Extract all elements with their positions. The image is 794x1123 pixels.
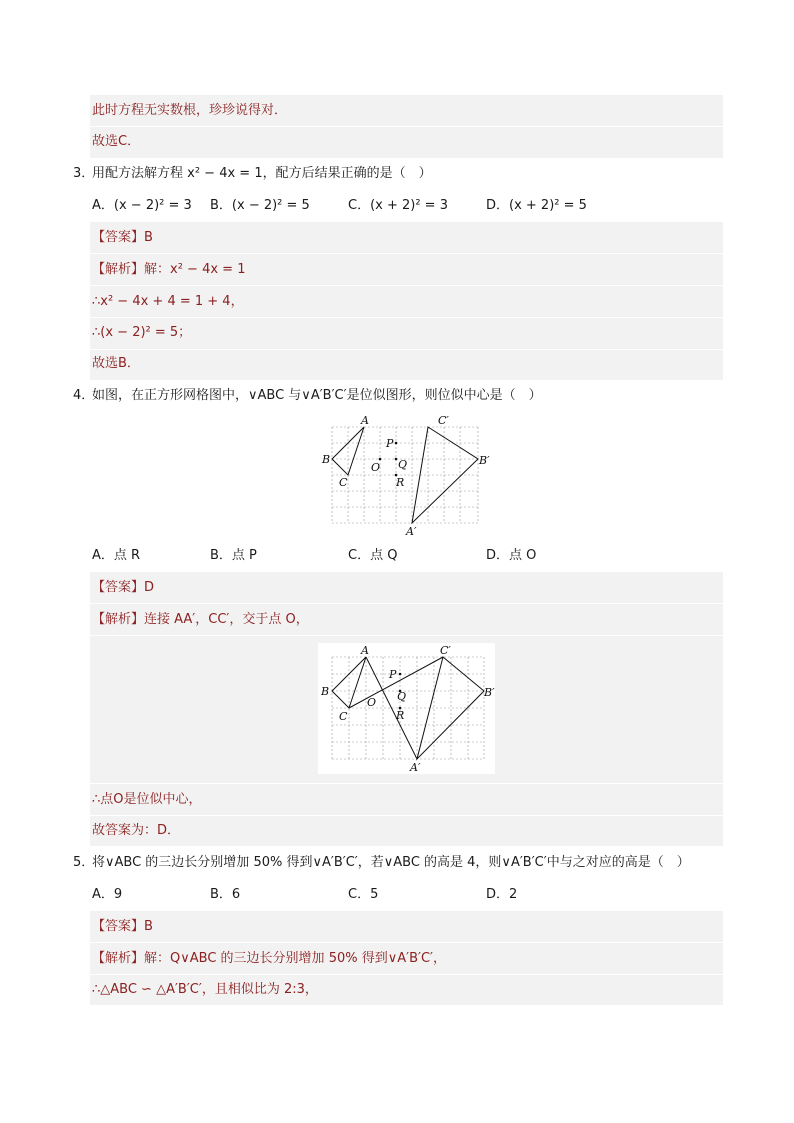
label-a-prime: A′ (406, 525, 417, 538)
point-p (399, 673, 402, 676)
label-a-prime: A′ (410, 761, 421, 774)
option-b: B．点 P (210, 548, 257, 563)
answer-value: D (144, 580, 155, 595)
question-stem: 将∨ABC 的三边长分别增加 50% 得到∨A′B′C′，若∨ABC 的高是 4，则∨A′B′C′中与之对应的高是（ ） (92, 855, 690, 870)
row-separator (90, 126, 723, 127)
label-c: C (339, 476, 348, 489)
similar-triangles-figure (318, 413, 488, 538)
option-c: C．(x + 2)² = 3 (348, 198, 448, 213)
answer-label: 【答案】 (92, 230, 145, 245)
option-c: C．点 Q (348, 548, 398, 563)
solution-conclusion: 故答案为：D． (92, 823, 181, 838)
label-p: P (389, 668, 397, 681)
option-a: A．9 (92, 887, 123, 902)
grid (332, 427, 478, 523)
answer-value: B (144, 230, 153, 245)
option-c: C．5 (348, 887, 379, 902)
answer-label: 【答案】 (92, 580, 145, 595)
question-stem: 如图，在正方形网格图中，∨ABC 与∨A′B′C′是位似图形，则位似中心是（ ） (92, 388, 542, 403)
answer-line (92, 912, 153, 942)
analysis-text: 连接 AA′，CC′，交于点 O， (144, 612, 309, 627)
question-number: 4． (73, 388, 95, 403)
analysis-label: 【解析】 (92, 951, 145, 966)
label-o: O (371, 461, 381, 474)
row-separator (90, 349, 723, 350)
figure-background (318, 643, 495, 774)
analysis-step: ∴(x − 2)² = 5； (92, 325, 192, 340)
label-b-prime: B′ (479, 454, 490, 467)
row-separator (90, 783, 723, 784)
label-q: Q (398, 458, 408, 471)
question-number: 3． (73, 166, 95, 181)
question-stem: 用配方法解方程 x² − 4x = 1，配方后结果正确的是（ ） (92, 166, 432, 181)
analysis-label: 【解析】 (92, 612, 145, 627)
row-separator (90, 285, 723, 286)
point-q (395, 458, 398, 461)
label-p: P (386, 437, 394, 450)
label-b: B (322, 453, 331, 466)
row-separator (90, 603, 723, 604)
option-a: A．点 R (92, 548, 141, 563)
row-separator (90, 635, 723, 636)
label-a: A (361, 644, 369, 657)
solution-conclusion: 故选B． (92, 356, 140, 371)
row-separator (90, 253, 723, 254)
analysis-line (92, 255, 245, 285)
question-number: 5． (73, 855, 95, 870)
label-q: Q (397, 690, 407, 703)
answer-value: B (144, 919, 153, 934)
answer-label: 【答案】 (92, 919, 145, 934)
point-o (379, 458, 382, 461)
option-d: D．(x + 2)² = 5 (486, 198, 587, 213)
label-b: B (321, 685, 330, 698)
solution-text: 此时方程无实数根，珍珍说得对． (92, 103, 288, 118)
solution-figure (318, 643, 495, 774)
option-d: D．点 O (486, 548, 537, 563)
option-a: A．(x − 2)² = 3 (92, 198, 192, 213)
label-c-prime: C′ (438, 414, 449, 427)
analysis-text: 解：x² − 4x = 1 (144, 262, 246, 277)
analysis-label: 【解析】 (92, 262, 145, 277)
analysis-step: ∴点O是位似中心， (92, 792, 202, 807)
row-separator (90, 815, 723, 816)
label-a: A (361, 414, 369, 427)
row-separator (90, 942, 723, 943)
analysis-line (92, 605, 309, 635)
label-o: O (367, 696, 377, 709)
option-d: D．2 (486, 887, 518, 902)
label-c: C (339, 710, 348, 723)
label-r: R (396, 709, 405, 722)
answer-line (92, 223, 153, 253)
label-b-prime: B′ (484, 686, 495, 699)
analysis-step: ∴x² − 4x + 4 = 1 + 4， (92, 294, 244, 309)
label-c-prime: C′ (440, 644, 451, 657)
label-r: R (396, 476, 405, 489)
solution-conclusion: 故选C． (92, 134, 141, 149)
answer-line (92, 573, 154, 603)
analysis-line (92, 944, 446, 974)
option-b: B．6 (210, 887, 241, 902)
analysis-step: ∴△ABC ∽ △A′B′C′，且相似比为 2:3， (92, 982, 318, 997)
point-p (395, 442, 398, 445)
option-b: B．(x − 2)² = 5 (210, 198, 310, 213)
analysis-text: 解：Q∨ABC 的三边长分别增加 50% 得到∨A′B′C′， (144, 951, 446, 966)
